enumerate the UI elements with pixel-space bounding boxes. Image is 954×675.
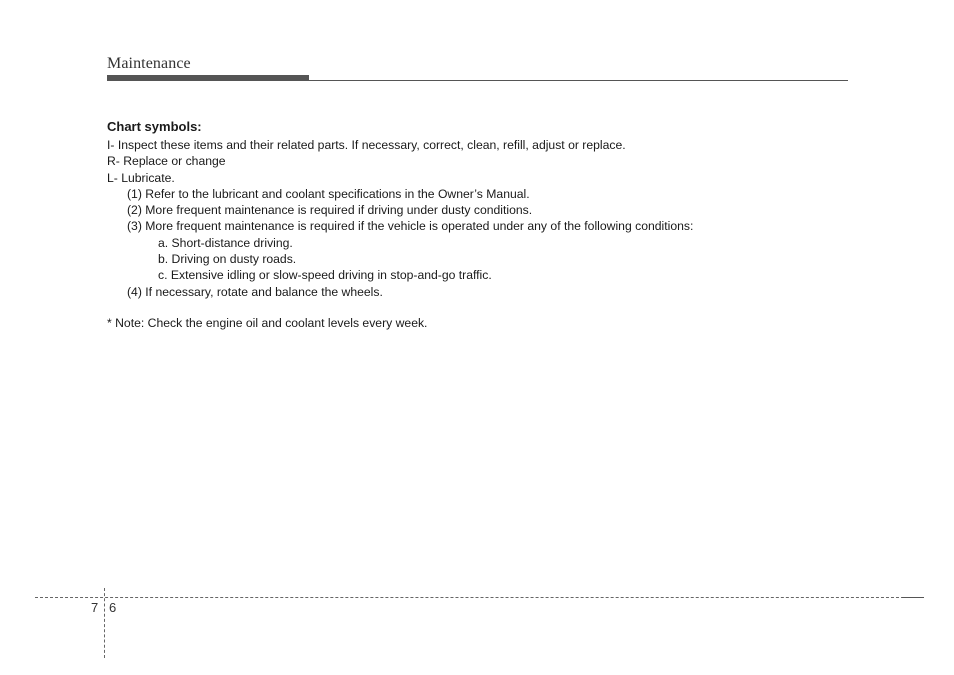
note-3-sub-b: b. Driving on dusty roads. [158, 252, 297, 267]
symbol-replace: R- Replace or change [107, 154, 226, 169]
section-title: Maintenance [107, 55, 191, 72]
page-number: 6 [109, 600, 117, 615]
symbol-lubricate: L- Lubricate. [107, 170, 175, 185]
note-3: (3) More frequent maintenance is required if the vehicle is operated under any of the following conditions: [127, 219, 694, 234]
footer-dashed-rule [35, 597, 924, 598]
note-1: (1) Refer to the lubricant and coolant specifications in the Owner’s Manual. [127, 186, 530, 201]
footnote: * Note: Check the engine oil and coolant levels every week. [107, 315, 428, 330]
note-4: (4) If necessary, rotate and balance the wheels. [127, 284, 383, 299]
spacer [107, 300, 837, 315]
chapter-number: 7 [91, 600, 99, 615]
footer-vertical-divider [104, 588, 105, 658]
note-2: (2) More frequent maintenance is required if driving under dusty conditions. [127, 203, 533, 218]
header-rule [107, 80, 848, 81]
chart-symbols-section [107, 118, 837, 331]
symbol-inspect: I- Inspect these items and their related parts. If necessary, correct, clean, refill, adjust or replace. [107, 138, 626, 152]
footer-rule-end [902, 597, 924, 598]
note-3-sub-a: a. Short-distance driving. [158, 235, 293, 250]
chart-symbols-heading: Chart symbols: [107, 119, 202, 134]
note-3-sub-c: c. Extensive idling or slow-speed driving in stop-and-go traffic. [158, 268, 492, 283]
